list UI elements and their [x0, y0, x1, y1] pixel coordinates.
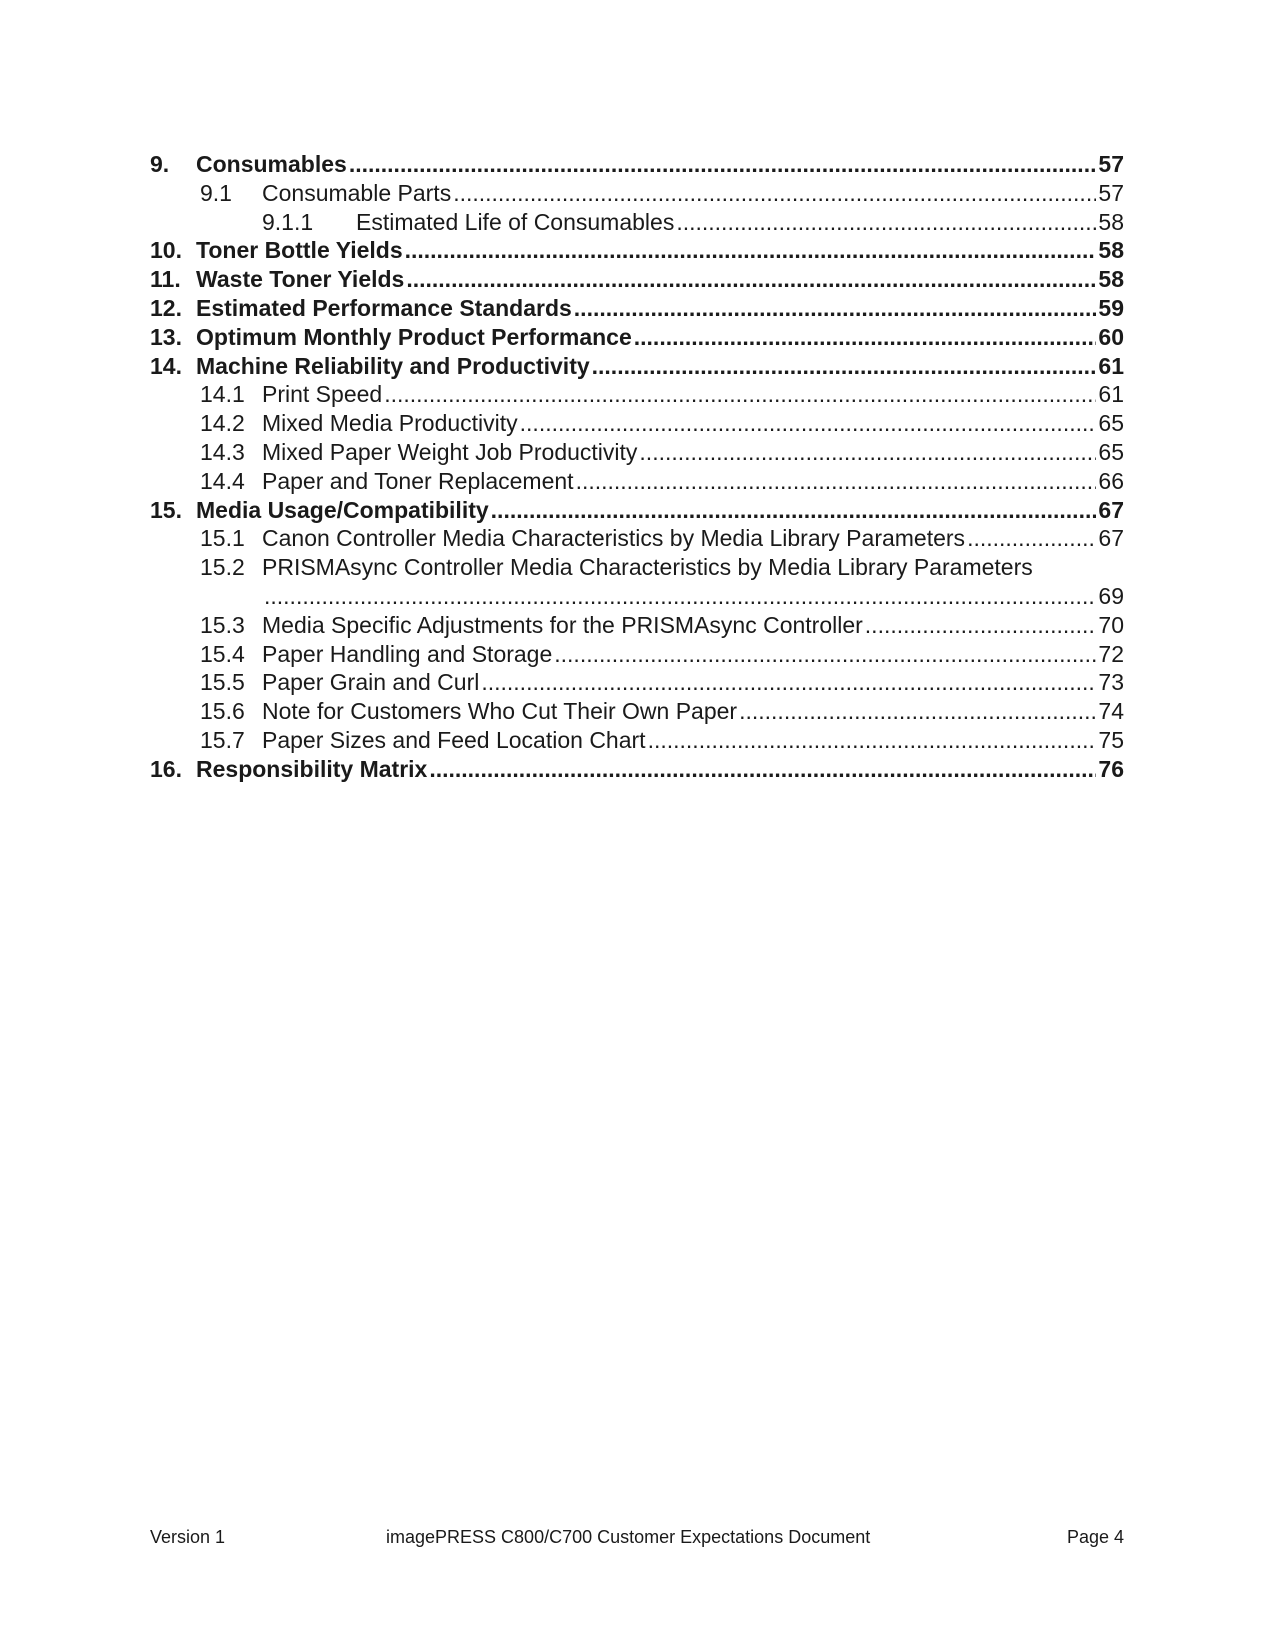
- toc-entry-number: 15.6: [200, 698, 245, 725]
- dot-leader: [429, 755, 1096, 784]
- dot-leader: [491, 496, 1097, 525]
- toc-entry-number: 15.4: [200, 640, 245, 667]
- toc-entry-15[interactable]: [150, 496, 1124, 525]
- toc-entry-number: 9.: [150, 151, 170, 177]
- toc-entry-title: Waste Toner Yields: [196, 266, 405, 293]
- toc-entry-title: Paper and Toner Replacement: [262, 467, 574, 494]
- dot-leader: [592, 352, 1097, 381]
- dot-leader: [520, 409, 1097, 438]
- toc-entry-15-2-continuation[interactable]: [150, 582, 1124, 611]
- dot-leader: [453, 179, 1096, 208]
- dot-leader: [865, 611, 1097, 640]
- toc-entry-number: 13.: [150, 323, 182, 350]
- toc-entry-page: 65: [1098, 438, 1124, 465]
- toc-entry-title: PRISMAsync Controller Media Characteristics by Media Library Parameters: [262, 554, 1033, 581]
- toc-entry-page: 73: [1098, 669, 1124, 696]
- dot-leader: [405, 236, 1097, 265]
- toc-entry-page: 58: [1098, 208, 1124, 235]
- toc-entry-page: 74: [1098, 698, 1124, 725]
- toc-entry-number: 9.1.1: [262, 208, 314, 235]
- toc-entry-number: 15.3: [200, 611, 245, 638]
- toc-entry-page: 61: [1098, 381, 1124, 408]
- toc-entry-number: 15.1: [200, 525, 245, 552]
- toc-entry-number: 14.2: [200, 410, 245, 437]
- toc-entry-title: Estimated Life of Consumables: [356, 208, 675, 235]
- toc-entry-15-1[interactable]: [150, 524, 1124, 553]
- dot-leader: [676, 208, 1096, 237]
- toc-entry-page: 75: [1098, 726, 1124, 753]
- toc-entry-title: Print Speed: [262, 381, 383, 408]
- toc-entry-15-6[interactable]: [150, 697, 1124, 726]
- toc-entry-number: 14.4: [200, 467, 245, 494]
- toc-entry-9-1[interactable]: [150, 179, 1124, 208]
- toc-entry-page: 67: [1098, 496, 1124, 523]
- toc-entry-14-3[interactable]: [150, 438, 1124, 467]
- dot-leader: [639, 438, 1096, 467]
- toc-entry-title: Toner Bottle Yields: [196, 237, 403, 264]
- toc-entry-title: Note for Customers Who Cut Their Own Paper: [262, 698, 738, 725]
- toc-entry-title: Consumable Parts: [262, 179, 452, 206]
- toc-entry-9[interactable]: [150, 150, 1124, 179]
- dot-leader: [406, 265, 1096, 294]
- toc-entry-14[interactable]: [150, 352, 1124, 381]
- dot-leader: [574, 294, 1097, 323]
- toc-entry-number: 15.7: [200, 726, 245, 753]
- toc-entry-page: 72: [1098, 640, 1124, 667]
- dot-leader: [967, 524, 1096, 553]
- toc-entry-number: 15.: [150, 496, 182, 523]
- toc-entry-title: Canon Controller Media Characteristics by Media Library Parameters: [262, 525, 966, 552]
- toc-entry-title: Mixed Media Productivity: [262, 410, 518, 437]
- toc-entry-15-4[interactable]: [150, 640, 1124, 669]
- toc-entry-12[interactable]: [150, 294, 1124, 323]
- toc-entry-page: 58: [1098, 237, 1124, 264]
- toc-entry-page: 59: [1098, 294, 1124, 321]
- toc-entry-page: 69: [1098, 582, 1124, 609]
- toc-entry-page: 61: [1098, 352, 1124, 379]
- dot-leader: [648, 726, 1097, 755]
- dot-leader: [264, 582, 1096, 611]
- toc-entry-page: 70: [1098, 611, 1124, 638]
- toc-entry-page: 57: [1098, 151, 1124, 177]
- toc-entry-11[interactable]: [150, 265, 1124, 294]
- toc-entry-number: 16.: [150, 755, 182, 782]
- footer-page-number: Page 4: [1066, 1527, 1124, 1547]
- toc-entry-title: Media Usage/Compatibility: [196, 496, 489, 523]
- toc-entry-page: 65: [1098, 410, 1124, 437]
- toc-entry-number: 14.1: [200, 381, 245, 408]
- toc-entry-number: 11.: [150, 266, 181, 293]
- toc-entry-14-1[interactable]: [150, 380, 1124, 409]
- dot-leader: [739, 697, 1096, 726]
- dot-leader: [349, 150, 1097, 179]
- toc-entry-15-7[interactable]: [150, 726, 1124, 755]
- toc-entry-title: Estimated Performance Standards: [196, 294, 572, 321]
- toc-entry-number: 15.2: [200, 554, 245, 581]
- toc-entry-page: 76: [1098, 755, 1124, 782]
- dot-leader: [384, 380, 1096, 409]
- toc-entry-title: Responsibility Matrix: [196, 755, 428, 782]
- toc-entry-title: Machine Reliability and Productivity: [196, 352, 590, 379]
- toc-entry-number: 12.: [150, 294, 182, 321]
- toc-entry-10[interactable]: [150, 236, 1124, 265]
- footer-version: Version 1: [150, 1527, 226, 1547]
- toc-entry-number: 10.: [150, 237, 182, 264]
- toc-entry-title: Paper Sizes and Feed Location Chart: [262, 726, 646, 753]
- toc-entry-15-3[interactable]: [150, 611, 1124, 640]
- toc-entry-title: Optimum Monthly Product Performance: [196, 323, 632, 350]
- toc-entry-page: 60: [1098, 323, 1124, 350]
- toc-entry-page: 58: [1098, 266, 1124, 293]
- toc-entry-number: 14.: [150, 352, 182, 379]
- toc-entry-16[interactable]: [150, 755, 1124, 784]
- toc-entry-14-2[interactable]: [150, 409, 1124, 438]
- dot-leader: [481, 668, 1096, 697]
- toc-entry-number: 9.1: [200, 179, 232, 206]
- toc-entry-9-1-1[interactable]: [150, 208, 1124, 237]
- toc-entry-15-5[interactable]: [150, 668, 1124, 697]
- toc-entry-14-4[interactable]: [150, 467, 1124, 496]
- dot-leader: [554, 640, 1096, 669]
- table-of-contents: [150, 150, 1124, 784]
- toc-entry-13[interactable]: [150, 323, 1124, 352]
- toc-entry-title: Consumables: [196, 151, 347, 177]
- toc-entry-title: Paper Grain and Curl: [262, 669, 480, 696]
- toc-entry-title: Mixed Paper Weight Job Productivity: [262, 438, 638, 465]
- page-footer: [150, 1526, 1124, 1548]
- toc-entry-number: 14.3: [200, 438, 245, 465]
- footer-document-title: imagePRESS C800/C700 Customer Expectations Document: [386, 1527, 871, 1547]
- toc-entry-page: 57: [1098, 179, 1124, 206]
- toc-entry-title: Paper Handling and Storage: [262, 640, 553, 667]
- toc-entry-page: 67: [1098, 525, 1124, 552]
- toc-entry-15-2[interactable]: [150, 553, 1124, 582]
- toc-entry-title: Media Specific Adjustments for the PRISMAsync Controller: [262, 611, 863, 638]
- toc-entry-number: 15.5: [200, 669, 245, 696]
- dot-leader: [634, 323, 1097, 352]
- dot-leader: [576, 467, 1097, 496]
- toc-entry-page: 66: [1098, 467, 1124, 494]
